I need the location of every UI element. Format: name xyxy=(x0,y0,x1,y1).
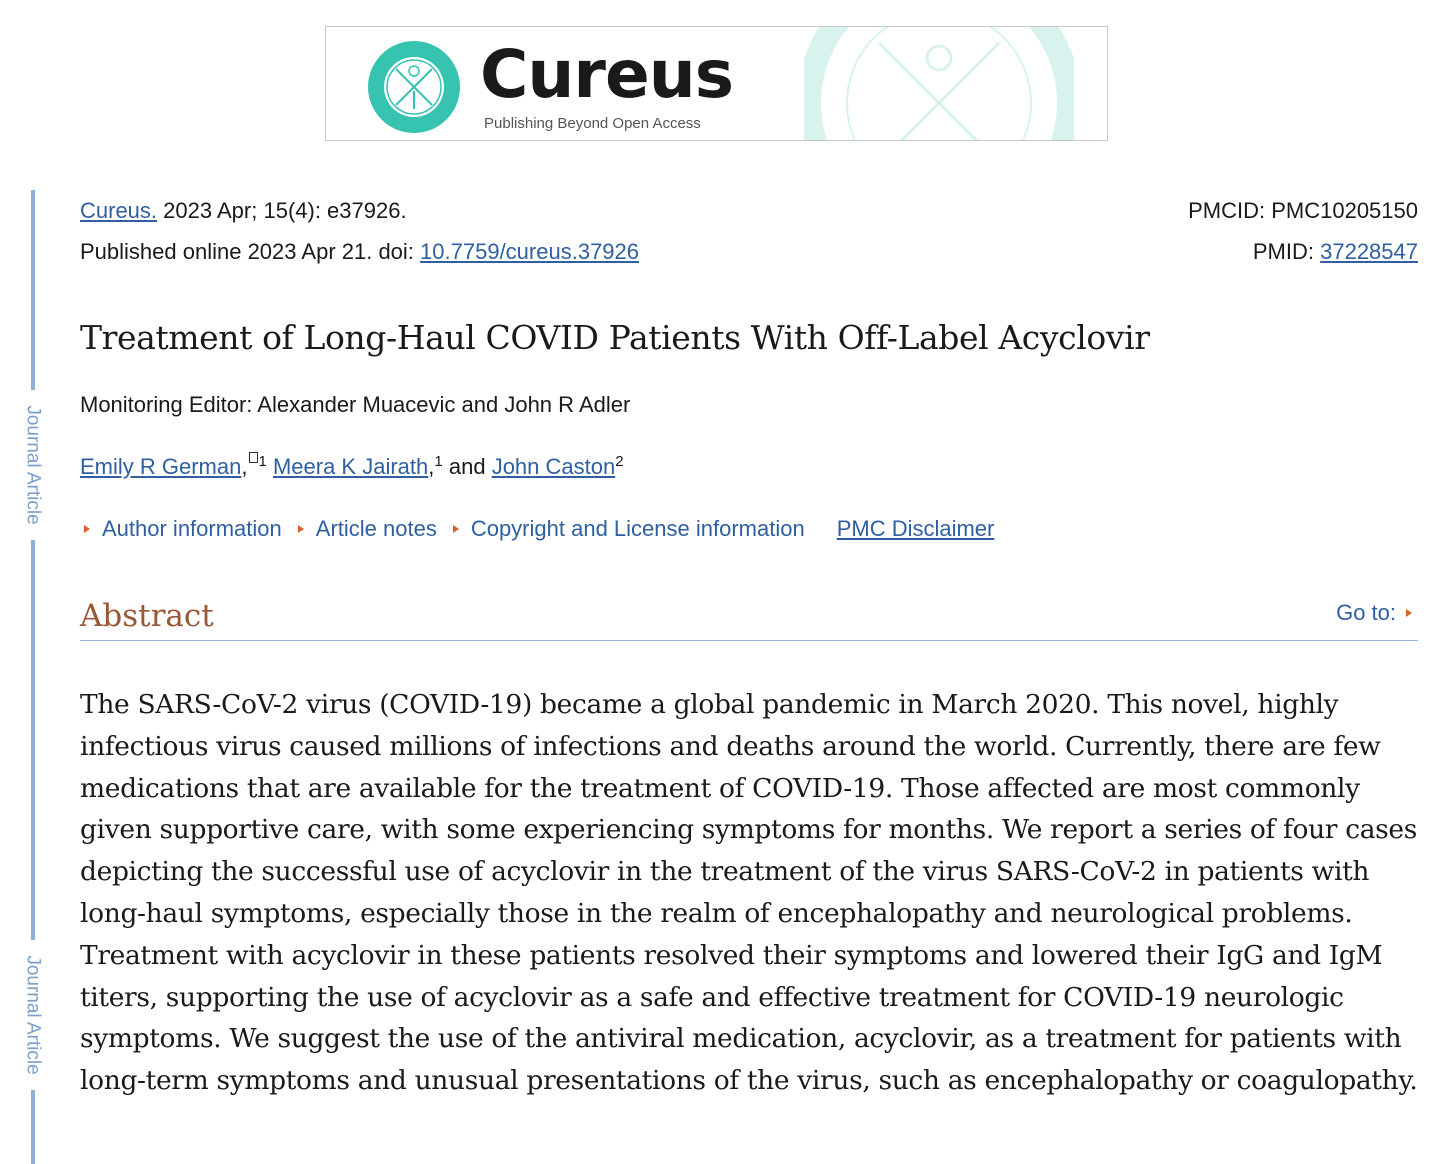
pmc-disclaimer-link[interactable]: PMC Disclaimer xyxy=(836,516,995,541)
rail-label-top: Journal Article xyxy=(16,390,50,540)
pmid-link[interactable]: 37228547 xyxy=(1320,239,1418,264)
author-information-toggle[interactable]: Author information xyxy=(84,516,282,542)
brand-tagline: Publishing Beyond Open Access xyxy=(484,115,701,132)
published-line xyxy=(80,239,639,265)
copyright-toggle[interactable]: Copyright and License information xyxy=(453,516,805,542)
author-sep: and xyxy=(448,454,486,479)
banner-notch-left xyxy=(325,27,339,141)
monitoring-editor: Monitoring Editor: Alexander Muacevic and John R Adler xyxy=(80,392,631,417)
banner-notch-right xyxy=(1094,27,1108,141)
doi-link[interactable]: 10.7759/cureus.37926 xyxy=(420,239,640,264)
expand-arrow-icon xyxy=(298,525,304,533)
expand-arrow-icon xyxy=(84,525,90,533)
cureus-seal-icon xyxy=(366,39,462,135)
article-meta-links xyxy=(84,516,994,542)
expand-arrow-icon xyxy=(453,525,459,533)
affiliation-marker[interactable]: 1 xyxy=(434,453,443,470)
published-prefix: Published online 2023 Apr 21. doi: xyxy=(80,239,414,264)
citation-line xyxy=(80,198,407,224)
pmcid: PMCID: PMC10205150 xyxy=(1188,198,1418,223)
affiliation-marker[interactable]: 2 xyxy=(615,453,624,470)
abstract-heading: Abstract xyxy=(80,598,214,634)
affiliation-marker[interactable]: 1 xyxy=(258,453,267,470)
author-link[interactable]: Meera K Jairath xyxy=(272,454,429,479)
abstract-header xyxy=(80,596,1418,641)
goto-menu[interactable]: Go to: xyxy=(1336,600,1412,626)
pmid-label: PMID: xyxy=(1252,239,1314,264)
ghost-seal-icon xyxy=(804,26,1074,141)
citation-issue: 2023 Apr; 15(4): e37926. xyxy=(163,198,407,223)
author-link[interactable]: Emily R German xyxy=(80,454,242,479)
author-list: Emily R German, $^1$ Meera K Jairath,$^1$ and John Caston$^2$ xyxy=(80,453,624,479)
rail-label-bottom: Journal Article xyxy=(16,940,50,1090)
abstract-text: The SARS-CoV-2 virus (COVID-19) became a global pandemic in March 2020. This novel, highly infectious virus caused millions of infections and deaths around the world. Currently, there are few medications that are available for the treatment of COVID-19. Those affected are most commonly given supportive care, with some experiencing symptoms for months. We report a series of four cases depicting the successful use of acyclovir in the treatment of the virus SARS-CoV-2 in patients with long-haul symptoms, especially those in the realm of encephalopathy and neurological problems. Treatment with acyclovir in these patients resolved their symptoms and lowered their IgG and IgM titers, supporting the use of acyclovir as a safe and effective treatment for COVID-19 neurologic symptoms. We suggest the use of the antiviral medication, acyclovir, as a treatment for patients with long-term symptoms and unusual presentations of the virus, such as encephalopathy or coagulopathy. xyxy=(80,689,1418,1097)
article-notes-toggle[interactable]: Article notes xyxy=(298,516,437,542)
journal-link[interactable]: Cureus. xyxy=(80,198,158,223)
pmid-line xyxy=(1253,239,1418,265)
brand-wordmark: Cureus xyxy=(480,36,734,113)
journal-banner[interactable] xyxy=(325,26,1108,141)
goto-arrow-icon xyxy=(1406,609,1412,617)
article-title: Treatment of Long-Haul COVID Patients With Off-Label Acyclovir xyxy=(80,318,1150,357)
author-link[interactable]: John Caston xyxy=(491,454,616,479)
